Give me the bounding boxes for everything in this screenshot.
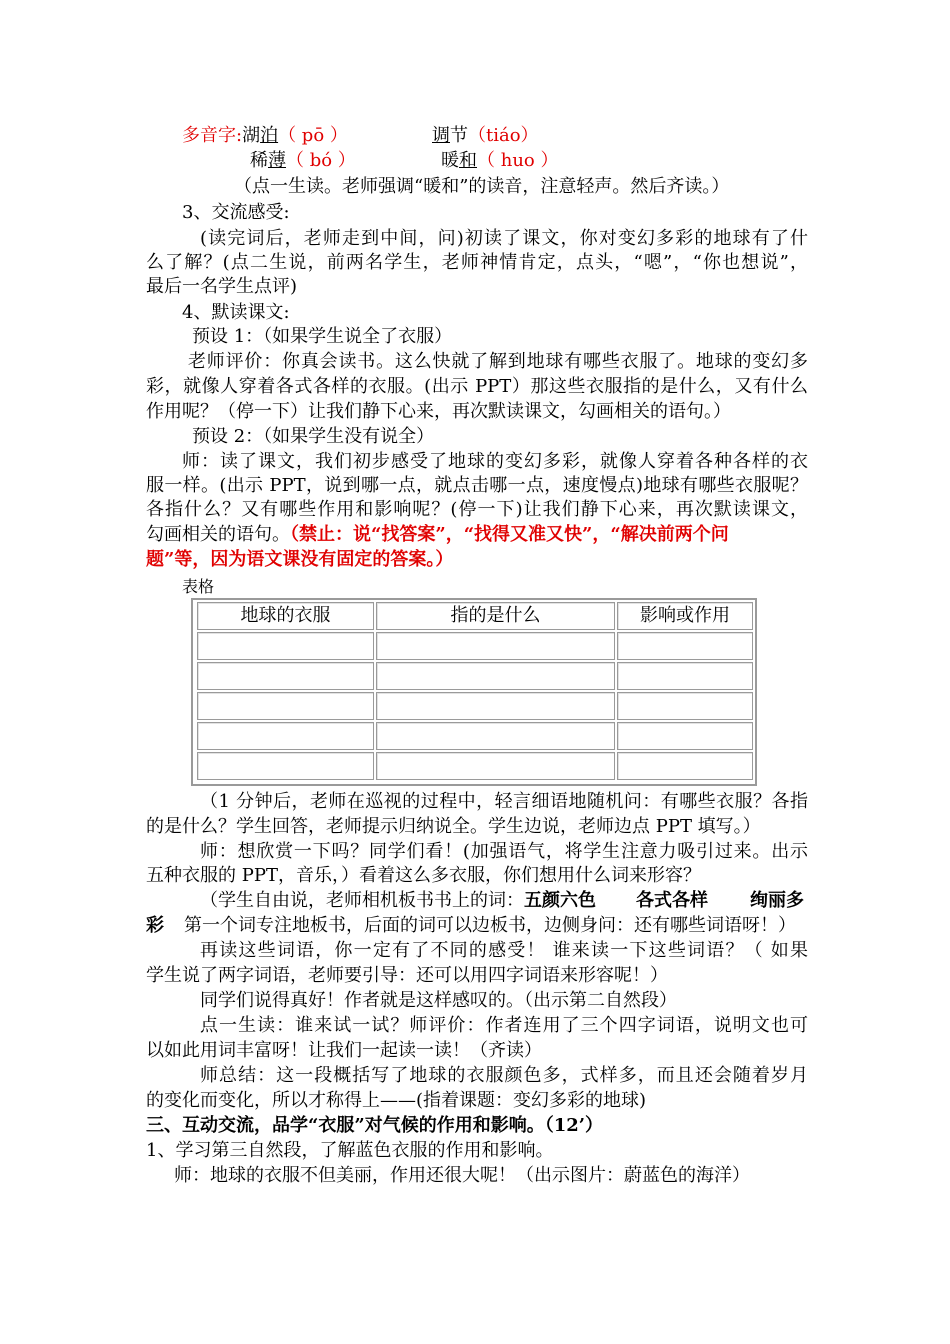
table-cell [617, 632, 753, 660]
paragraph-line [200, 889, 804, 913]
pinyin: （ huo ） [477, 150, 559, 171]
table-header-cell: 地球的衣服 [197, 602, 374, 630]
warning-text: 题”等，因为语文课没有固定的答案。） [146, 549, 454, 570]
paragraph-line: 师：地球的衣服不但美丽，作用还很大呢！（出示图片：蔚蓝色的海洋） [174, 1165, 750, 1186]
polyphone-note: （点一生读。老师强调“暖和”的读音，注意轻声。然后齐读。） [234, 176, 730, 197]
pinyin: （ bó ） [286, 150, 356, 171]
preset-2-line: 各指什么？又有哪些作用和影响呢？(停一下)让我们静下心来，再次默读课文， [146, 499, 808, 520]
paragraph-line [146, 914, 796, 938]
section-3-line: 么了解？(点二生说，前两名学生，老师神情肯定，点头，“嗯”，“你也想说”， [146, 252, 808, 273]
polyphone-item-4 [441, 149, 558, 173]
table-cell [197, 692, 374, 720]
polyphone-item-2 [432, 124, 539, 148]
preset-2-line [146, 523, 729, 547]
table-header-cell: 影响或作用 [617, 602, 753, 630]
section-3-line: 最后一名学生点评) [146, 276, 298, 297]
preset-1-line: 彩，就像人穿着各式各样的衣服。(出示 PPT）那这些衣服指的是什么，又有什么 [146, 376, 808, 397]
table-cell [376, 722, 615, 750]
paragraph-line: （1 分钟后，老师在巡视的过程中，轻言细语地随机问：有哪些衣服？各指 [200, 791, 808, 812]
warning-text: （禁止：说“找答案”，“找得又准又快”，“解决前两个问 [290, 524, 729, 545]
table-cell [617, 662, 753, 690]
table-cell [197, 662, 374, 690]
paragraph-line: 同学们说得真好！作者就是这样感叹的。（出示第二自然段） [200, 990, 677, 1011]
polyphone-row-1 [182, 124, 348, 148]
preset-2-line: 师：读了课文，我们初步感受了地球的变幻多彩，就像人穿着各种各样的衣 [182, 451, 808, 472]
table-cell [376, 752, 615, 780]
table-cell [617, 692, 753, 720]
section-4-heading: 4、默读课文: [182, 302, 290, 323]
paragraph-line: 五种衣服的 PPT，音乐，）看着这么多衣服，你们想用什么词来形容？ [146, 865, 701, 886]
paragraph-line: 以如此用词丰富呀！让我们一起读一读！（齐读） [146, 1040, 542, 1061]
polyphone-char: 调 [432, 125, 450, 146]
paragraph-line: 1、学习第三自然段，了解蓝色衣服的作用和影响。 [146, 1140, 554, 1161]
pinyin: （ pō ） [278, 125, 348, 146]
polyphone-word: 稀 [250, 150, 268, 171]
preset-2-text: 勾画相关的语句。 [146, 524, 290, 545]
pinyin: （tiáo） [468, 125, 539, 146]
paragraph-line: 学生说了两字词语，老师要引导：还可以用四字词语来形容呢！） [146, 965, 668, 986]
board-word: 彩 [146, 915, 164, 936]
board-word: 绚丽多 [750, 890, 804, 911]
preset-1-line: 作用呢？（停一下）让我们静下心来，再次默读课文，勾画相关的语句。） [146, 401, 731, 422]
paragraph-text: 第一个词专注地板书，后面的词可以边板书，边侧身问：还有哪些词语呀！） [184, 915, 796, 936]
table-cell [617, 752, 753, 780]
table-cell [197, 752, 374, 780]
preset-2: 预设 2：（如果学生没有说全） [192, 426, 435, 447]
table-cell [197, 632, 374, 660]
paragraph-line: 再读这些词语，你一定有了不同的感受！ 谁来读一下这些词语？（ 如果 [200, 940, 808, 961]
table-cell [376, 662, 615, 690]
preset-1: 预设 1：（如果学生说全了衣服） [192, 326, 453, 347]
section-title: 三、互动交流，品学“衣服”对气候的作用和影响。（12’） [146, 1115, 604, 1136]
section-3-line: (读完词后，老师走到中间，问)初读了课文，你对变幻多彩的地球有了什 [200, 228, 808, 249]
paragraph-line: 点一生读：谁来试一试？师评价：作者连用了三个四字词语，说明文也可 [200, 1015, 808, 1036]
table-cell [197, 722, 374, 750]
table-header-cell: 指的是什么 [376, 602, 615, 630]
polyphone-item-3 [250, 149, 356, 173]
table-cell [376, 692, 615, 720]
table-cell [376, 632, 615, 660]
polyphone-char: 和 [459, 150, 477, 171]
table-label: 表格 [182, 577, 215, 596]
preset-1-line: 老师评价：你真会读书。这么快就了解到地球有哪些衣服了。地球的变幻多 [188, 351, 808, 372]
paragraph-line: 的变化而变化，所以才称得上——(指着课题：变幻多彩的地球) [146, 1090, 647, 1111]
paragraph-line: 师总结：这一段概括写了地球的衣服颜色多，式样多，而且还会随着岁月 [200, 1065, 808, 1086]
polyphone-label: 多音字: [182, 125, 243, 146]
polyphone-word: 湖 [242, 125, 261, 146]
paragraph-text: （学生自由说，老师相机板书书上的词： [200, 890, 524, 911]
polyphone-char: 薄 [268, 150, 286, 171]
table-cell [617, 722, 753, 750]
board-word: 五颜六色 [524, 890, 596, 911]
section-3-heading: 3、交流感受: [182, 202, 290, 223]
board-word: 各式各样 [636, 890, 708, 911]
paragraph-line: 师：想欣赏一下吗？同学们看！(加强语气，将学生注意力吸引过来。出示 [200, 841, 808, 862]
clothes-table [191, 598, 757, 786]
preset-2-line: 服一样。(出示 PPT，说到哪一点，就点击哪一点，速度慢点)地球有哪些衣服呢？ [146, 475, 808, 496]
polyphone-word: 节 [450, 125, 468, 146]
polyphone-word: 暖 [441, 150, 459, 171]
polyphone-char: 泊 [260, 125, 279, 146]
paragraph-line: 的是什么？学生回答，老师提示归纳说全。学生边说，老师边点 PPT 填写。） [146, 816, 761, 837]
